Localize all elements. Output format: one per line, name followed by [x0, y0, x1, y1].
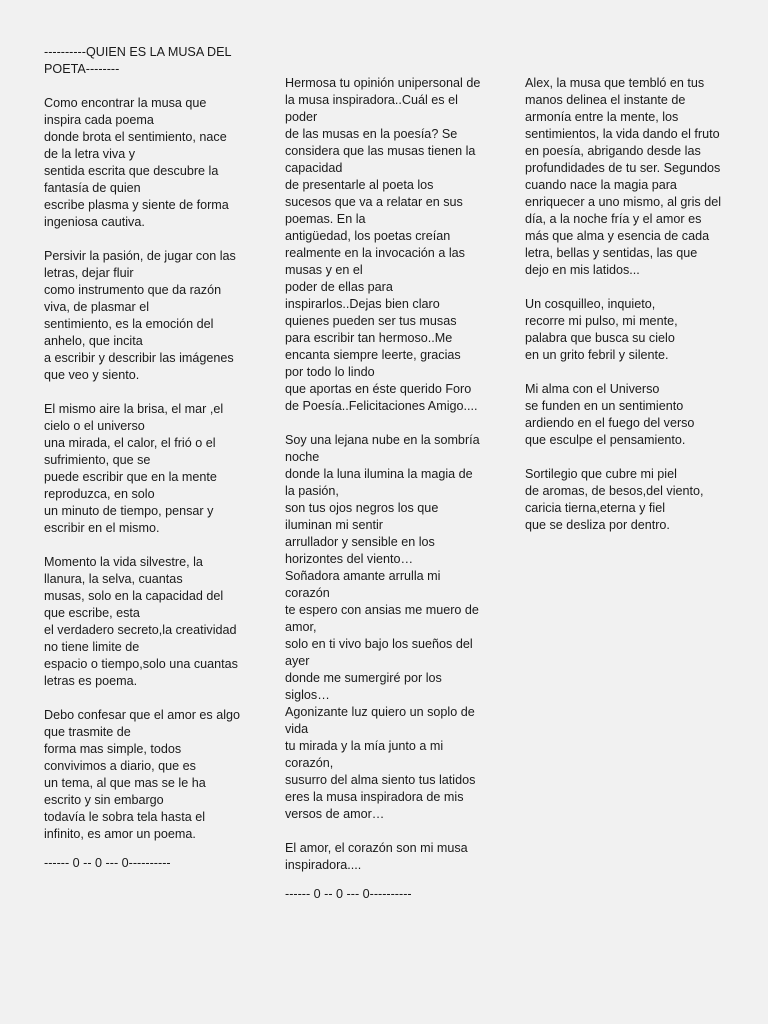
- text-line: poder: [285, 110, 318, 124]
- text-line: sucesos que va a relatar en sus: [285, 195, 463, 209]
- text-line: que aportas en éste querido Foro: [285, 382, 472, 396]
- column-1: [44, 44, 266, 872]
- text-line: Agonizante luz quiero un soplo de: [285, 705, 475, 719]
- text-line: sentida escrita que descubre la: [44, 164, 219, 178]
- poem-title-line: ----------QUIEN ES LA MUSA DEL: [44, 45, 232, 59]
- text-line: inspirarlos..Dejas bien claro: [285, 297, 440, 311]
- text-line: te espero con ansias me muero de: [285, 603, 479, 617]
- text-line: eres la musa inspiradora de mis: [285, 790, 464, 804]
- text-line: recorre mi pulso, mi mente,: [525, 314, 678, 328]
- text-line: ardiendo en el fuego del verso: [525, 416, 695, 430]
- text-line: quienes pueden ser tus musas: [285, 314, 457, 328]
- text-line: ingeniosa cautiva.: [44, 215, 145, 229]
- text-line: capacidad: [285, 161, 343, 175]
- text-line: palabra que busca su cielo: [525, 331, 675, 345]
- text-line: como instrumento que da razón: [44, 283, 222, 297]
- text-line: susurro del alma siento tus latidos: [285, 773, 476, 787]
- text-line: armonía entre la mente, los: [525, 110, 679, 124]
- paragraph-spacer: [44, 78, 266, 95]
- text-line: considera que las musas tienen la: [285, 144, 476, 158]
- poem-title-line: POETA--------: [44, 62, 120, 76]
- text-line: donde la luna ilumina la magia de: [285, 467, 473, 481]
- text-line: Mi alma con el Universo: [525, 382, 660, 396]
- paragraph-spacer: [525, 364, 730, 381]
- text-line: para escribir tan hermoso..Me: [285, 331, 453, 345]
- text-line: que trasmite de: [44, 725, 131, 739]
- text-line: letras es poema.: [44, 674, 138, 688]
- text-line: que se desliza por dentro.: [525, 518, 670, 532]
- text-line: el verdadero secreto,la creatividad: [44, 623, 237, 637]
- text-line: convivimos a diario, que es: [44, 759, 196, 773]
- text-line: Momento la vida silvestre, la: [44, 555, 203, 569]
- text-line: de las musas en la poesía? Se: [285, 127, 458, 141]
- text-line: espacio o tiempo,solo una cuantas: [44, 657, 238, 671]
- text-line: iluminan mi sentir: [285, 518, 383, 532]
- text-line: encanta siempre leerte, gracias: [285, 348, 461, 362]
- text-line: anhelo, que incita: [44, 334, 143, 348]
- text-line: corazón,: [285, 756, 334, 770]
- text-line: poemas. En la: [285, 212, 366, 226]
- text-line: tu mirada y la mía junto a mi: [285, 739, 444, 753]
- text-line: una mirada, el calor, el frió o el: [44, 436, 216, 450]
- text-line: puede escribir que en la mente: [44, 470, 217, 484]
- section-separator: ------ 0 -- 0 --- 0----------: [44, 856, 171, 870]
- text-line: de Poesía..Felicitaciones Amigo....: [285, 399, 478, 413]
- text-line: viva, de plasmar el: [44, 300, 149, 314]
- text-line: escrito y sin embargo: [44, 793, 164, 807]
- text-line: poder de ellas para: [285, 280, 393, 294]
- text-line: son tus ojos negros los que: [285, 501, 439, 515]
- text-line: forma mas simple, todos: [44, 742, 182, 756]
- text-line: de la letra viva y: [44, 147, 135, 161]
- text-line: que escribe, esta: [44, 606, 140, 620]
- text-line: caricia tierna,eterna y fiel: [525, 501, 665, 515]
- text-line: que esculpe el pensamiento.: [525, 433, 686, 447]
- text-line: todavía le sobra tela hasta el: [44, 810, 206, 824]
- text-line: letras, dejar fluir: [44, 266, 134, 280]
- text-line: musas, solo en la capacidad del: [44, 589, 224, 603]
- text-line: dejo en mis latidos...: [525, 263, 640, 277]
- text-line: antigüedad, los poetas creían: [285, 229, 451, 243]
- text-line: manos delinea el instante de: [525, 93, 686, 107]
- text-line: arrullador y sensible en los: [285, 535, 435, 549]
- text-line: versos de amor…: [285, 807, 385, 821]
- paragraph-spacer: [285, 415, 490, 432]
- text-line: de presentarle al poeta los: [285, 178, 434, 192]
- paragraph-spacer: [44, 843, 266, 855]
- text-line: en un grito febril y silente.: [525, 348, 669, 362]
- text-line: más que alma y esencia de cada: [525, 229, 710, 243]
- text-line: vida: [285, 722, 309, 736]
- text-line: amor,: [285, 620, 317, 634]
- text-line: de aromas, de besos,del viento,: [525, 484, 704, 498]
- paragraph-spacer: [525, 279, 730, 296]
- text-line: cuando nace la magia para: [525, 178, 677, 192]
- text-line: noche: [285, 450, 320, 464]
- text-line: inspiradora....: [285, 858, 362, 872]
- text-line: inspira cada poema: [44, 113, 154, 127]
- text-line: a escribir y describir las imágenes: [44, 351, 234, 365]
- text-line: Soñadora amante arrulla mi: [285, 569, 441, 583]
- text-line: Soy una lejana nube en la sombría: [285, 433, 480, 447]
- paragraph-spacer: [44, 690, 266, 707]
- text-line: reproduzca, en solo: [44, 487, 155, 501]
- paragraph-spacer: [44, 384, 266, 401]
- column-3: [525, 75, 730, 534]
- paragraph-spacer: [285, 874, 490, 886]
- text-line: Debo confesar que el amor es algo: [44, 708, 241, 722]
- paragraph-spacer: [525, 449, 730, 466]
- text-line: en poesía, abrigando desde las: [525, 144, 701, 158]
- paragraph-spacer: [44, 231, 266, 248]
- text-line: no tiene limite de: [44, 640, 140, 654]
- text-line: sentimiento, es la emoción del: [44, 317, 214, 331]
- text-line: sentimientos, la vida dando el fruto: [525, 127, 720, 141]
- text-line: que veo y siento.: [44, 368, 140, 382]
- text-line: un minuto de tiempo, pensar y: [44, 504, 214, 518]
- text-line: ayer: [285, 654, 310, 668]
- text-line: se funden en un sentimiento: [525, 399, 684, 413]
- paragraph-spacer: [44, 537, 266, 554]
- text-line: donde me sumergiré por los: [285, 671, 442, 685]
- text-line: Un cosquilleo, inquieto,: [525, 297, 656, 311]
- text-line: Persivir la pasión, de jugar con las: [44, 249, 236, 263]
- text-line: solo en ti vivo bajo los sueños del: [285, 637, 473, 651]
- text-line: El amor, el corazón son mi musa: [285, 841, 468, 855]
- text-line: letra, bellas y sentidas, las que: [525, 246, 698, 260]
- text-line: escribir en el mismo.: [44, 521, 160, 535]
- text-line: donde brota el sentimiento, nace: [44, 130, 227, 144]
- text-line: fantasía de quien: [44, 181, 141, 195]
- text-line: Como encontrar la musa que: [44, 96, 207, 110]
- text-line: la musa inspiradora..Cuál es el: [285, 93, 458, 107]
- text-line: llanura, la selva, cuantas: [44, 572, 183, 586]
- text-line: Hermosa tu opinión unipersonal de: [285, 76, 481, 90]
- text-line: horizontes del viento…: [285, 552, 414, 566]
- text-line: por todo lo lindo: [285, 365, 375, 379]
- text-line: corazón: [285, 586, 330, 600]
- text-line: escribe plasma y siente de forma: [44, 198, 229, 212]
- text-line: infinito, es amor un poema.: [44, 827, 196, 841]
- column-2: [285, 75, 490, 903]
- text-line: enriquecer a uno mismo, al gris del: [525, 195, 721, 209]
- paragraph-spacer: [285, 823, 490, 840]
- text-line: Alex, la musa que tembló en tus: [525, 76, 705, 90]
- text-line: la pasión,: [285, 484, 339, 498]
- text-line: realmente en la invocación a las: [285, 246, 465, 260]
- text-line: cielo o el universo: [44, 419, 145, 433]
- text-line: un tema, al que mas se le ha: [44, 776, 206, 790]
- text-line: siglos…: [285, 688, 330, 702]
- text-line: día, a la noche fría y el amor es: [525, 212, 702, 226]
- text-line: El mismo aire la brisa, el mar ,el: [44, 402, 224, 416]
- text-line: musas y en el: [285, 263, 363, 277]
- text-line: Sortilegio que cubre mi piel: [525, 467, 677, 481]
- text-line: profundidades de tu ser. Segundos: [525, 161, 721, 175]
- section-separator: ------ 0 -- 0 --- 0----------: [285, 887, 412, 901]
- text-line: sufrimiento, que se: [44, 453, 151, 467]
